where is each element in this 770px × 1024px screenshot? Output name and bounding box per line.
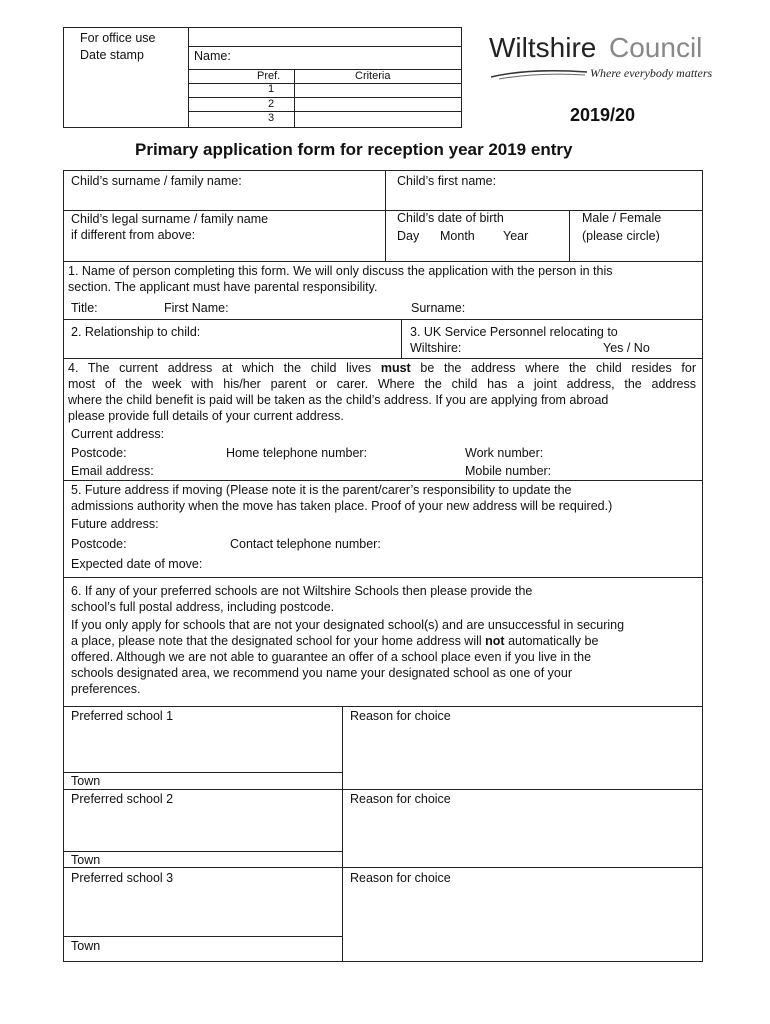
dob-label: Child’s date of birth <box>397 211 504 225</box>
s6-line3: If you only apply for schools that are not your designated school(s) and are unsuccessful in securing <box>71 618 625 632</box>
s6-line5: offered. Although we are not able to guarantee an offer of a school place even if you live in the <box>71 650 592 664</box>
s1-title-label: Title: <box>71 301 98 315</box>
logo-name-b: Council <box>609 32 703 63</box>
school-3-label: Preferred school 3 <box>71 871 174 885</box>
school-2-label: Preferred school 2 <box>71 792 174 806</box>
s6-line6: schools designated area, we recommend you name your designated school as one of your <box>71 666 572 680</box>
dob-month: Month <box>440 229 475 243</box>
s6-line4 <box>71 633 598 649</box>
s5-line2: admissions authority when the move has taken place. Proof of your new address will be required.) <box>71 499 613 513</box>
s4-line2: most of the week with his/her parent or carer. Where the child has a joint address, the address <box>68 377 696 391</box>
pref-3: 3 <box>268 112 275 124</box>
school-3-reason-label: Reason for choice <box>350 871 451 885</box>
s4-must: must <box>380 361 411 375</box>
legal-surname-note: if different from above: <box>71 228 196 242</box>
s4-line1-pre: 4. The current address at which the child lives <box>68 361 381 375</box>
s3-yes-no: Yes / No <box>603 341 650 355</box>
s3-wiltshire-label: Wiltshire: <box>410 341 462 355</box>
child-first-name-label: Child’s first name: <box>397 174 497 188</box>
s4-postcode: Postcode: <box>71 446 127 460</box>
s6-line4-post: automatically be <box>504 634 599 648</box>
gender-note: (please circle) <box>582 229 660 243</box>
s1-surname-label: Surname: <box>411 301 466 315</box>
s4-current-address: Current address: <box>71 427 165 441</box>
school-1-reason-label: Reason for choice <box>350 709 451 723</box>
logo-tagline: Where everybody matters <box>590 66 713 80</box>
s5-contact-tel: Contact telephone number: <box>230 537 381 551</box>
s4-home-tel: Home telephone number: <box>226 446 368 460</box>
logo-name-a: Wiltshire <box>489 32 597 63</box>
s4-mobile: Mobile number: <box>465 464 552 478</box>
school-3-town-label: Town <box>71 939 101 953</box>
s5-postcode: Postcode: <box>71 537 127 551</box>
s4-work-number: Work number: <box>465 446 544 460</box>
office-use-label: For office use <box>80 31 156 45</box>
s6-line7: preferences. <box>71 682 141 696</box>
s4-line4: please provide full details of your current address. <box>68 409 344 423</box>
s6-line4-pre: a place, please note that the designated school for your home address will <box>71 634 486 648</box>
gender-label: Male / Female <box>582 211 662 225</box>
academic-year: 2019/20 <box>570 105 636 125</box>
date-stamp-label: Date stamp <box>80 48 144 62</box>
pref-1: 1 <box>268 83 275 95</box>
pref-header: Pref. <box>257 70 281 82</box>
s6-line2: school’s full postal address, including postcode. <box>71 600 335 614</box>
form-title: Primary application form for reception year 2019 entry <box>135 140 573 159</box>
s3-service-label: 3. UK Service Personnel relocating to <box>410 325 618 339</box>
s1-text-line1: 1. Name of person completing this form. We will only discuss the application with the person in this <box>68 264 613 278</box>
school-1-label: Preferred school 1 <box>71 709 174 723</box>
office-name-label: Name: <box>194 49 231 63</box>
school-1-town-label: Town <box>71 774 101 788</box>
s4-line3: where the child benefit is paid will be taken as the child’s address. If you are applying from abroad <box>68 393 609 407</box>
s5-line1: 5. Future address if moving (Please note it is the parent/carer’s responsibility to update the <box>71 483 572 497</box>
s4-email: Email address: <box>71 464 154 478</box>
s4-line1-post: be the address where the child resides for <box>410 361 697 375</box>
criteria-header: Criteria <box>355 70 391 82</box>
school-2-reason-label: Reason for choice <box>350 792 451 806</box>
child-surname-label: Child’s surname / family name: <box>71 174 242 188</box>
s6-not: not <box>485 634 505 648</box>
s1-text-line2: section. The applicant must have parental responsibility. <box>68 280 378 294</box>
school-2-town-label: Town <box>71 853 101 867</box>
s2-relationship-label: 2. Relationship to child: <box>71 325 201 339</box>
dob-day: Day <box>397 229 420 243</box>
s1-first-name-label: First Name: <box>164 301 229 315</box>
pref-2: 2 <box>268 98 275 110</box>
s4-line1 <box>68 360 696 376</box>
s5-future-address: Future address: <box>71 517 159 531</box>
dob-year: Year <box>503 229 529 243</box>
s6-line1: 6. If any of your preferred schools are not Wiltshire Schools then please provide the <box>71 584 533 598</box>
s5-move-date: Expected date of move: <box>71 557 203 571</box>
legal-surname-label: Child’s legal surname / family name <box>71 212 269 226</box>
logo-swoosh-icon <box>489 66 589 80</box>
